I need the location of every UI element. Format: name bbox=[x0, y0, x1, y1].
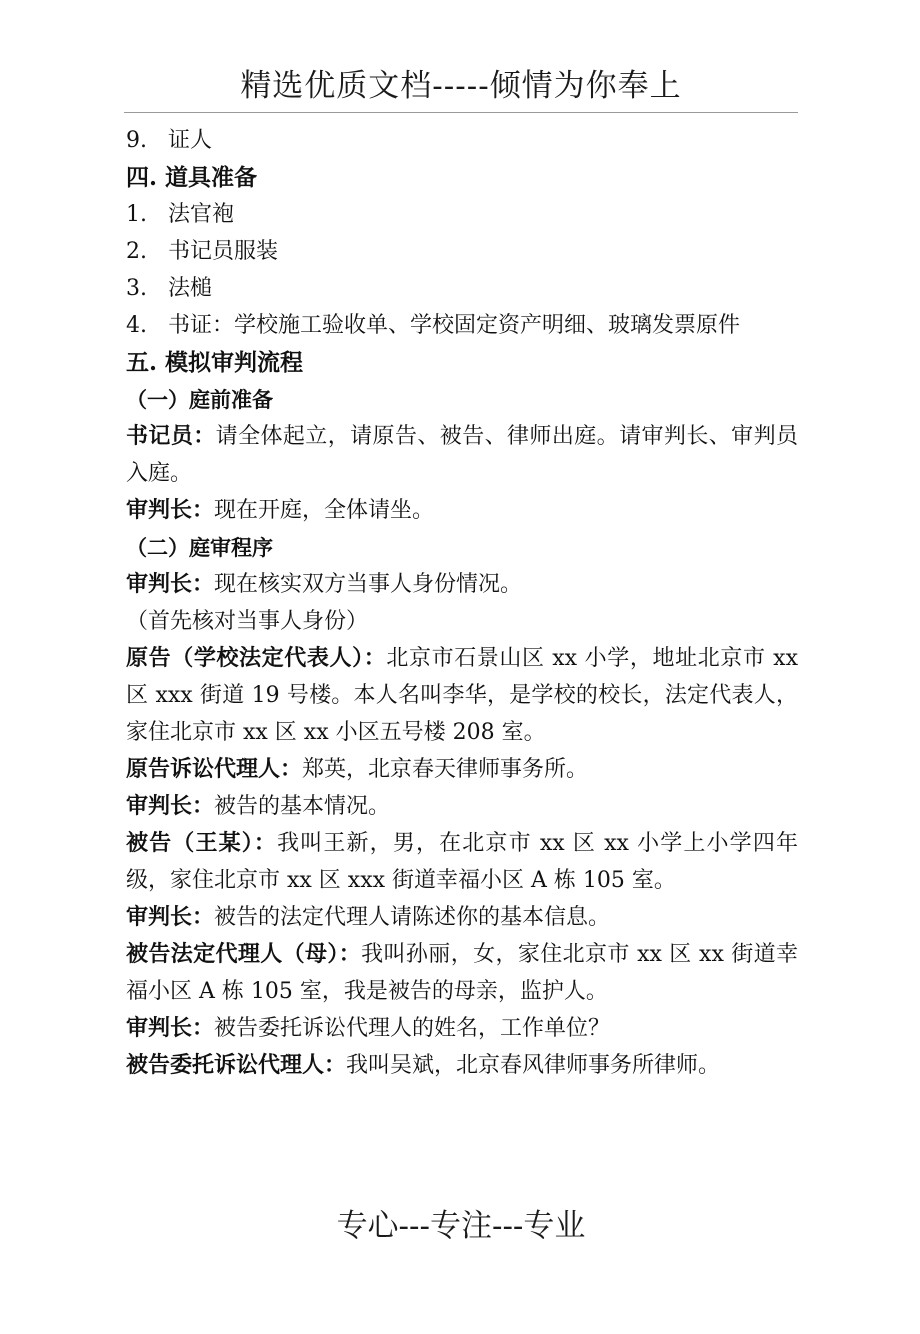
section-heading: 四. 道具准备 bbox=[126, 164, 258, 191]
header-divider bbox=[124, 112, 798, 113]
speaker-label: 书记员： bbox=[126, 423, 216, 449]
speaker-label: 被告法定代理人（母）： bbox=[126, 941, 362, 967]
speech-text: 现在开庭，全体请坐。 bbox=[214, 498, 435, 523]
speech-text: 郑英，北京春天律师事务所。 bbox=[302, 757, 589, 782]
speaker-label: 被告委托诉讼代理人： bbox=[126, 1052, 347, 1078]
page-header: 精选优质文档-----倾情为你奉上 bbox=[240, 68, 682, 104]
dialogue-line bbox=[126, 936, 798, 1010]
speaker-label: 原告诉讼代理人： bbox=[126, 756, 303, 782]
list-text: 书证：学校施工验收单、学校固定资产明细、玻璃发票原件 bbox=[168, 313, 741, 338]
speaker-label: 审判长： bbox=[126, 1015, 215, 1041]
dialogue-line bbox=[126, 1010, 798, 1047]
list-text: 法官袍 bbox=[168, 202, 235, 227]
list-item bbox=[126, 122, 798, 159]
section-heading: 五. 模拟审判流程 bbox=[126, 349, 304, 376]
list-number: 1. bbox=[126, 202, 147, 227]
speech-text: 被告的法定代理人请陈述你的基本信息。 bbox=[214, 905, 611, 930]
list-text: 书记员服装 bbox=[168, 239, 279, 264]
dialogue-line bbox=[126, 1047, 798, 1084]
dialogue-line bbox=[126, 492, 798, 529]
list-number: 3. bbox=[126, 276, 147, 301]
speech-text: 我叫王新，男，在北京市 xx 区 xx 小学上小学四年级，家住北京市 xx 区 xxx 街道幸福小区 A 栋 105 室。 bbox=[126, 831, 798, 893]
speech-text: 被告委托诉讼代理人的姓名，工作单位？ bbox=[214, 1016, 611, 1041]
subsection-heading: （二）庭审程序 bbox=[126, 535, 273, 560]
dialogue-line bbox=[126, 566, 798, 603]
speech-text: 我叫孙丽，女，家住北京市 xx 区 xx 街道幸福小区 A 栋 105 室，我是被告的母亲，监护人。 bbox=[126, 942, 798, 1004]
speech-text: 现在核实双方当事人身份情况。 bbox=[214, 572, 523, 597]
subsection-heading: （一）庭前准备 bbox=[126, 387, 273, 412]
speaker-label: 被告（王某）： bbox=[126, 830, 278, 856]
speech-text: 北京市石景山区 xx 小学，地址北京市 xx 区 xxx 街道 19 号楼。本人名叫李华，是学校的校长，法定代表人，家住北京市 xx 区 xx 小区五号楼 208 室。 bbox=[126, 646, 798, 745]
speaker-label: 审判长： bbox=[126, 793, 215, 819]
document-body bbox=[126, 122, 798, 1084]
speaker-label: 原告（学校法定代表人）： bbox=[126, 645, 387, 671]
list-item bbox=[126, 233, 798, 270]
speech-text: 请全体起立，请原告、被告、律师出庭。请审判长、审判员入庭。 bbox=[126, 424, 798, 486]
dialogue-line bbox=[126, 899, 798, 936]
list-number: 9. bbox=[126, 128, 147, 153]
list-number: 2. bbox=[126, 239, 147, 264]
dialogue-line bbox=[126, 825, 798, 899]
procedure-note: （首先核对当事人身份） bbox=[126, 609, 369, 634]
dialogue-line bbox=[126, 788, 798, 825]
dialogue-line bbox=[126, 751, 798, 788]
speaker-label: 审判长： bbox=[126, 571, 215, 597]
list-text: 证人 bbox=[168, 128, 213, 153]
list-item bbox=[126, 270, 798, 307]
speaker-label: 审判长： bbox=[126, 497, 215, 523]
dialogue-line bbox=[126, 418, 798, 492]
page-footer: 专心---专注---专业 bbox=[336, 1208, 586, 1244]
list-number: 4. bbox=[126, 313, 147, 338]
list-item bbox=[126, 196, 798, 233]
speech-text: 被告的基本情况。 bbox=[214, 794, 391, 819]
dialogue-line bbox=[126, 640, 798, 751]
speaker-label: 审判长： bbox=[126, 904, 215, 930]
list-item bbox=[126, 307, 798, 344]
list-text: 法槌 bbox=[168, 276, 213, 301]
speech-text: 我叫吴斌，北京春风律师事务所律师。 bbox=[346, 1053, 721, 1078]
